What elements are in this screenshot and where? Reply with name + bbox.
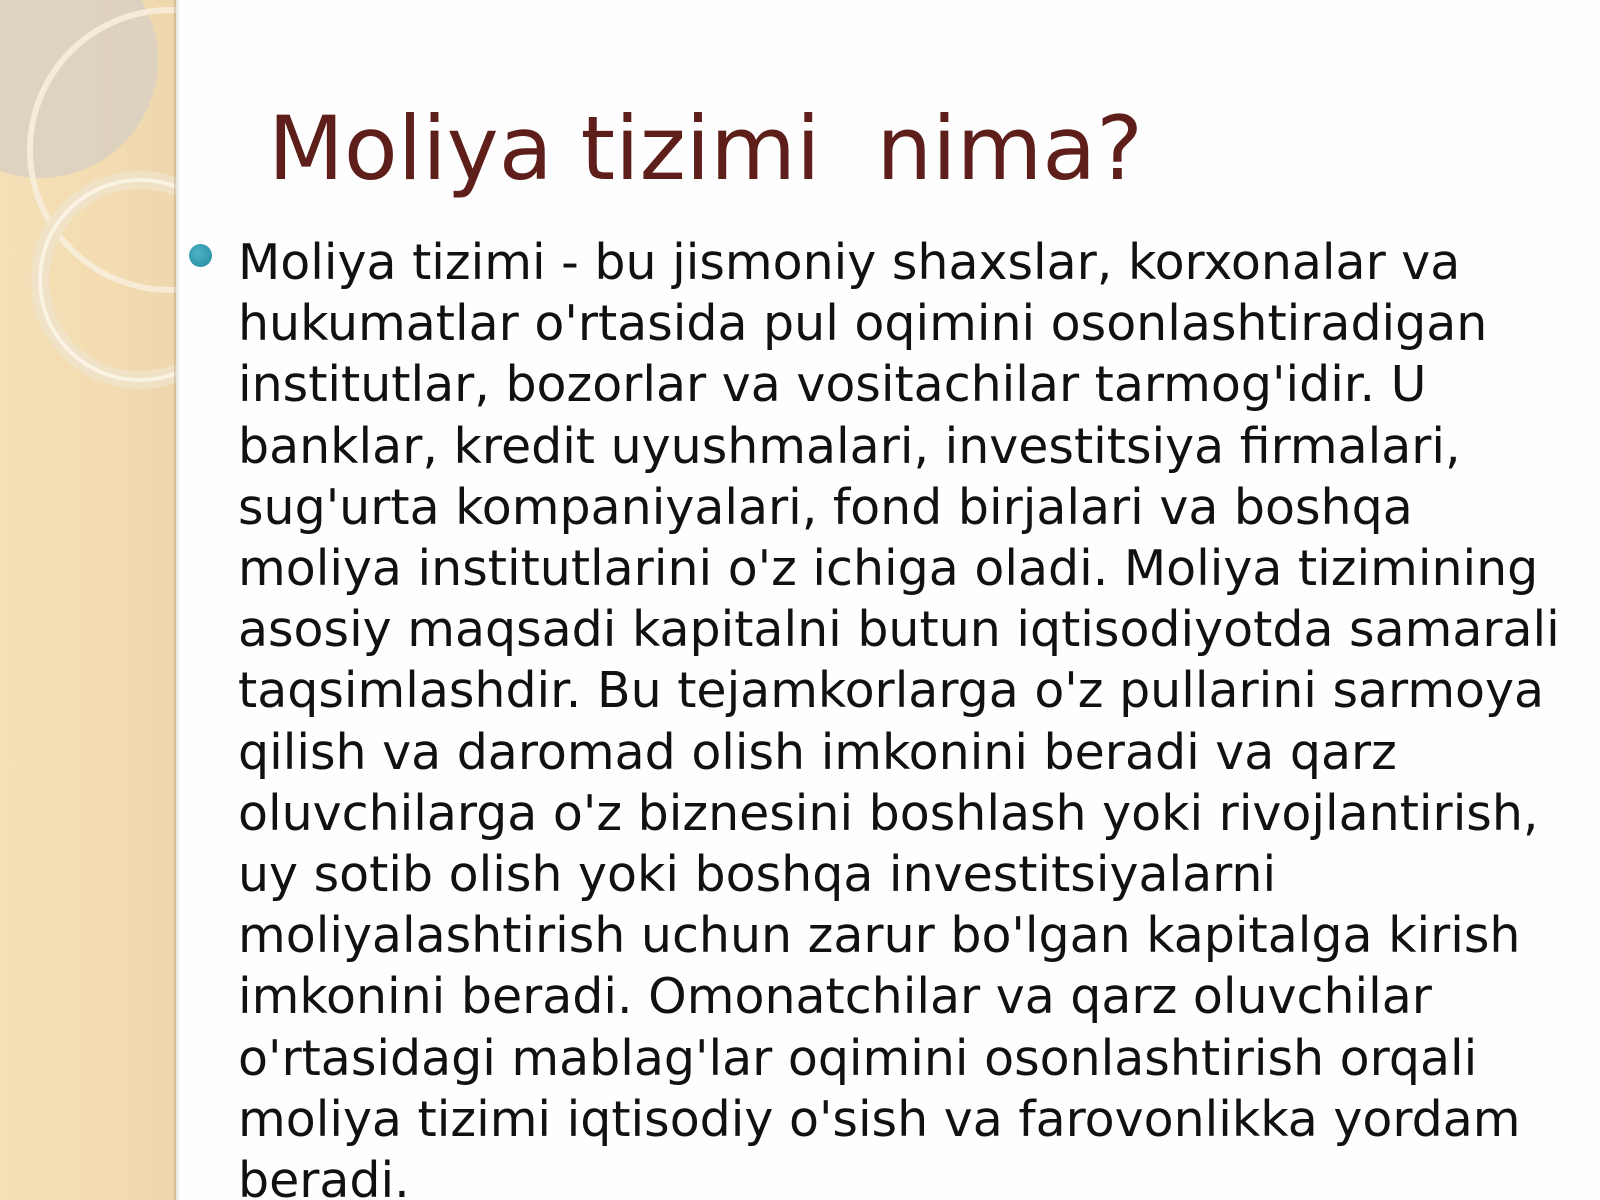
bullet-line: asosiy maqsadi kapitalni butun iqtisodiyotda samarali [238,601,1560,659]
bullet-line: Moliya tizimi - bu jismoniy shaxslar, korxonalar va [238,234,1461,291]
bullet-text [238,232,1568,1200]
decorative-rings [0,0,176,1200]
bullet-line: oluvchilarga o'z biznesini boshlash yoki rivojlantirish, [238,784,1539,842]
bullet-line: imkonini beradi. Omonatchilar va qarz oluvchilar [238,968,1432,1026]
slide-title: Moliya tizimi nima? [268,97,1143,200]
bullet-line: moliya tizimi iqtisodiy o'sish va farovonlikka yordam [238,1090,1521,1148]
decorative-ring-small [40,180,176,380]
bullet-line: institutlar, bozorlar va vositachilar tarmog'idir. U [238,356,1427,414]
bullet-line: o'rtasidagi mablag'lar oqimini osonlashtirish orqali [238,1029,1478,1087]
bullet-line: qilish va daromad olish imkonini beradi va qarz [238,723,1397,781]
bullet-line: taqsimlashdir. Bu tejamkorlarga o'z pullarini sarmoya [238,662,1545,720]
bullet-line: moliyalashtirish uchun zarur bo'lgan kapitalga kirish [238,907,1521,965]
bullet-line: moliya institutlarini o'z ichiga oladi. Moliya tizimining [238,540,1539,598]
bullet-line: hukumatlar o'rtasida pul oqimini osonlashtiradigan [238,295,1488,353]
bullet-line: uy sotib olish yoki boshqa investitsiyalarni [238,846,1277,904]
decorative-side-band [0,0,176,1200]
decorative-disc [0,0,158,178]
bullet-icon [189,244,212,267]
bullet-line: beradi. [238,1152,410,1200]
bullet-line: sug'urta kompaniyalari, fond birjalari va boshqa [238,478,1413,536]
band-edge-shadow [174,0,180,1200]
bullet-line: banklar, kredit uyushmalari, investitsiya firmalari, [238,417,1461,475]
